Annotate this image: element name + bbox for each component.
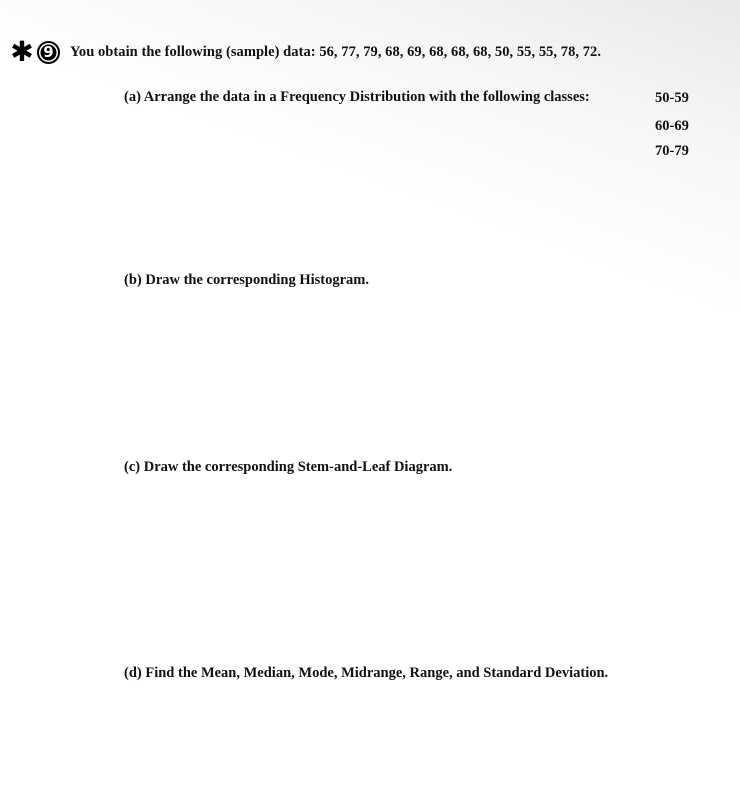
problem-statement: You obtain the following (sample) data: 56, 77, 79, 68, 69, 68, 68, 68, 50, 55, 55, 78, 72.	[70, 43, 601, 60]
class-label: 60-69	[655, 118, 689, 134]
asterisk-icon: ✱	[10, 35, 34, 68]
class-label: 70-79	[655, 143, 689, 159]
part-d-instruction: (d) Find the Mean, Median, Mode, Midrange, Range, and Standard Deviation.	[124, 665, 609, 681]
problem-number-badge: 9	[37, 41, 60, 64]
problem-header	[8, 35, 601, 68]
part-b-instruction: (b) Draw the corresponding Histogram.	[124, 272, 370, 288]
part-a-instruction: (a) Arrange the data in a Frequency Distribution with the following classes:	[124, 89, 590, 105]
class-label: 50-59	[655, 90, 689, 106]
part-c-instruction: (c) Draw the corresponding Stem-and-Leaf Diagram.	[124, 459, 453, 475]
